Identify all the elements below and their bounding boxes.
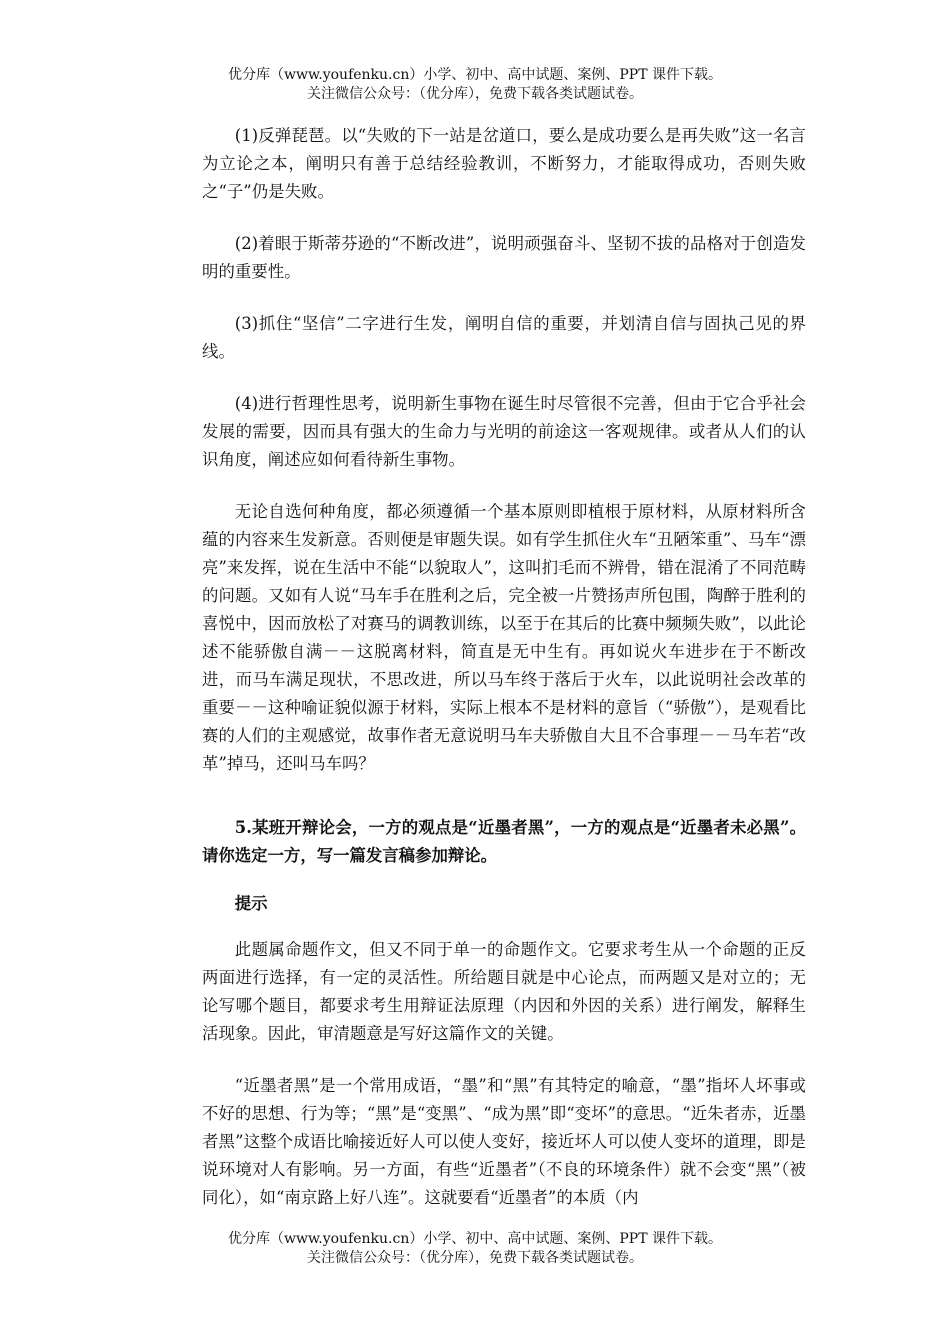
header-line-1: 优分库（www.youfenku.cn）小学、初中、高中试题、案例、PPT 课件下载。: [227, 67, 722, 83]
question-5-title: 5.某班开辩论会，一方的观点是“近墨者黑”，一方的观点是“近墨者未必黑”。请你选定一方，写一篇发言稿参加辩论。: [202, 818, 806, 865]
paragraph-angle-2: (2)着眼于斯蒂芬逊的“不断改进”，说明顽强奋斗、坚韧不拔的品格对于创造发明的重要性。: [202, 234, 806, 281]
document-body: [202, 122, 806, 1236]
hint-paragraph-2: “近墨者黑”是一个常用成语，“墨”和“黑”有其特定的喻意，“墨”指坏人坏事或不好的思想、行为等；“黑”是“变黑”、“成为黑”即“变坏”的意思。“近朱者赤，近墨者黑”这整个成语比喻接近好人可以使人变好，接近坏人可以使人变坏的道理，即是说环境对人有影响。另一方面，有些“近墨者”（不良的环境条件）就不会变“黑”（被同化），如“南京路上好八连”。这就要看“近墨者”的本质（内: [202, 1076, 806, 1207]
footer-line-2: 关注微信公众号：（优分库），免费下载各类试题试卷。: [307, 1250, 643, 1266]
paragraph-angle-1: (1)反弹琵琶。以“失败的下一站是岔道口，要么是成功要么是再失败”这一名言为立论之本，阐明只有善于总结经验教训，不断努力，才能取得成功，否则失败之“子”仍是失败。: [202, 126, 806, 201]
hint-label: 提示: [234, 894, 268, 913]
footer-line-1: 优分库（www.youfenku.cn）小学、初中、高中试题、案例、PPT 课件下载。: [227, 1231, 722, 1247]
paragraph-angle-3: (3)抓住“坚信”二字进行生发，阐明自信的重要，并划清自信与固执己见的界线。: [202, 314, 806, 361]
hint-paragraph-1: 此题属命题作文，但又不同于单一的命题作文。它要求考生从一个命题的正反两面进行选择，有一定的灵活性。所给题目就是中心论点，而两题又是对立的；无论写哪个题目，都要求考生用辩证法原理（内因和外因的关系）进行阐发，解释生活现象。因此，审清题意是写好这篇作文的关键。: [202, 940, 806, 1043]
paragraph-principle: 无论自选何种角度，都必须遵循一个基本原则即植根于原材料，从原材料所含蕴的内容来生发新意。否则便是审题失误。如有学生抓住火车“丑陋笨重”、马车“漂亮”来发挥，说在生活中不能“以貌取人”，这叫扪毛而不辨骨，错在混淆了不同范畴的问题。又如有人说“马车手在胜利之后，完全被一片赞扬声所包围，陶醉于胜利的喜悦中，因而放松了对赛马的调教训练，以至于在其后的比赛中频频失败”，以此论述不能骄傲自满－－这脱离材料，简直是无中生有。再如说火车进步在于不断改进，而马车满足现状，不思改进，所以马车终于落后于火车，以此说明社会改革的重要－－这种喻证貌似源于材料，实际上根本不是材料的意旨（“骄傲”），是观看比赛的人们的主观感觉，故事作者无意说明马车夫骄傲自大且不合事理－－马车若“改革”掉马，还叫马车吗？: [202, 502, 806, 773]
page-footer: [0, 1230, 950, 1268]
header-line-2: 关注微信公众号：（优分库），免费下载各类试题试卷。: [307, 86, 643, 102]
page-header: [0, 66, 950, 104]
paragraph-angle-4: (4)进行哲理性思考，说明新生事物在诞生时尽管很不完善，但由于它合乎社会发展的需要，因而具有强大的生命力与光明的前途这一客观规律。或者从人们的认识角度，阐述应如何看待新生事物。: [202, 394, 806, 469]
